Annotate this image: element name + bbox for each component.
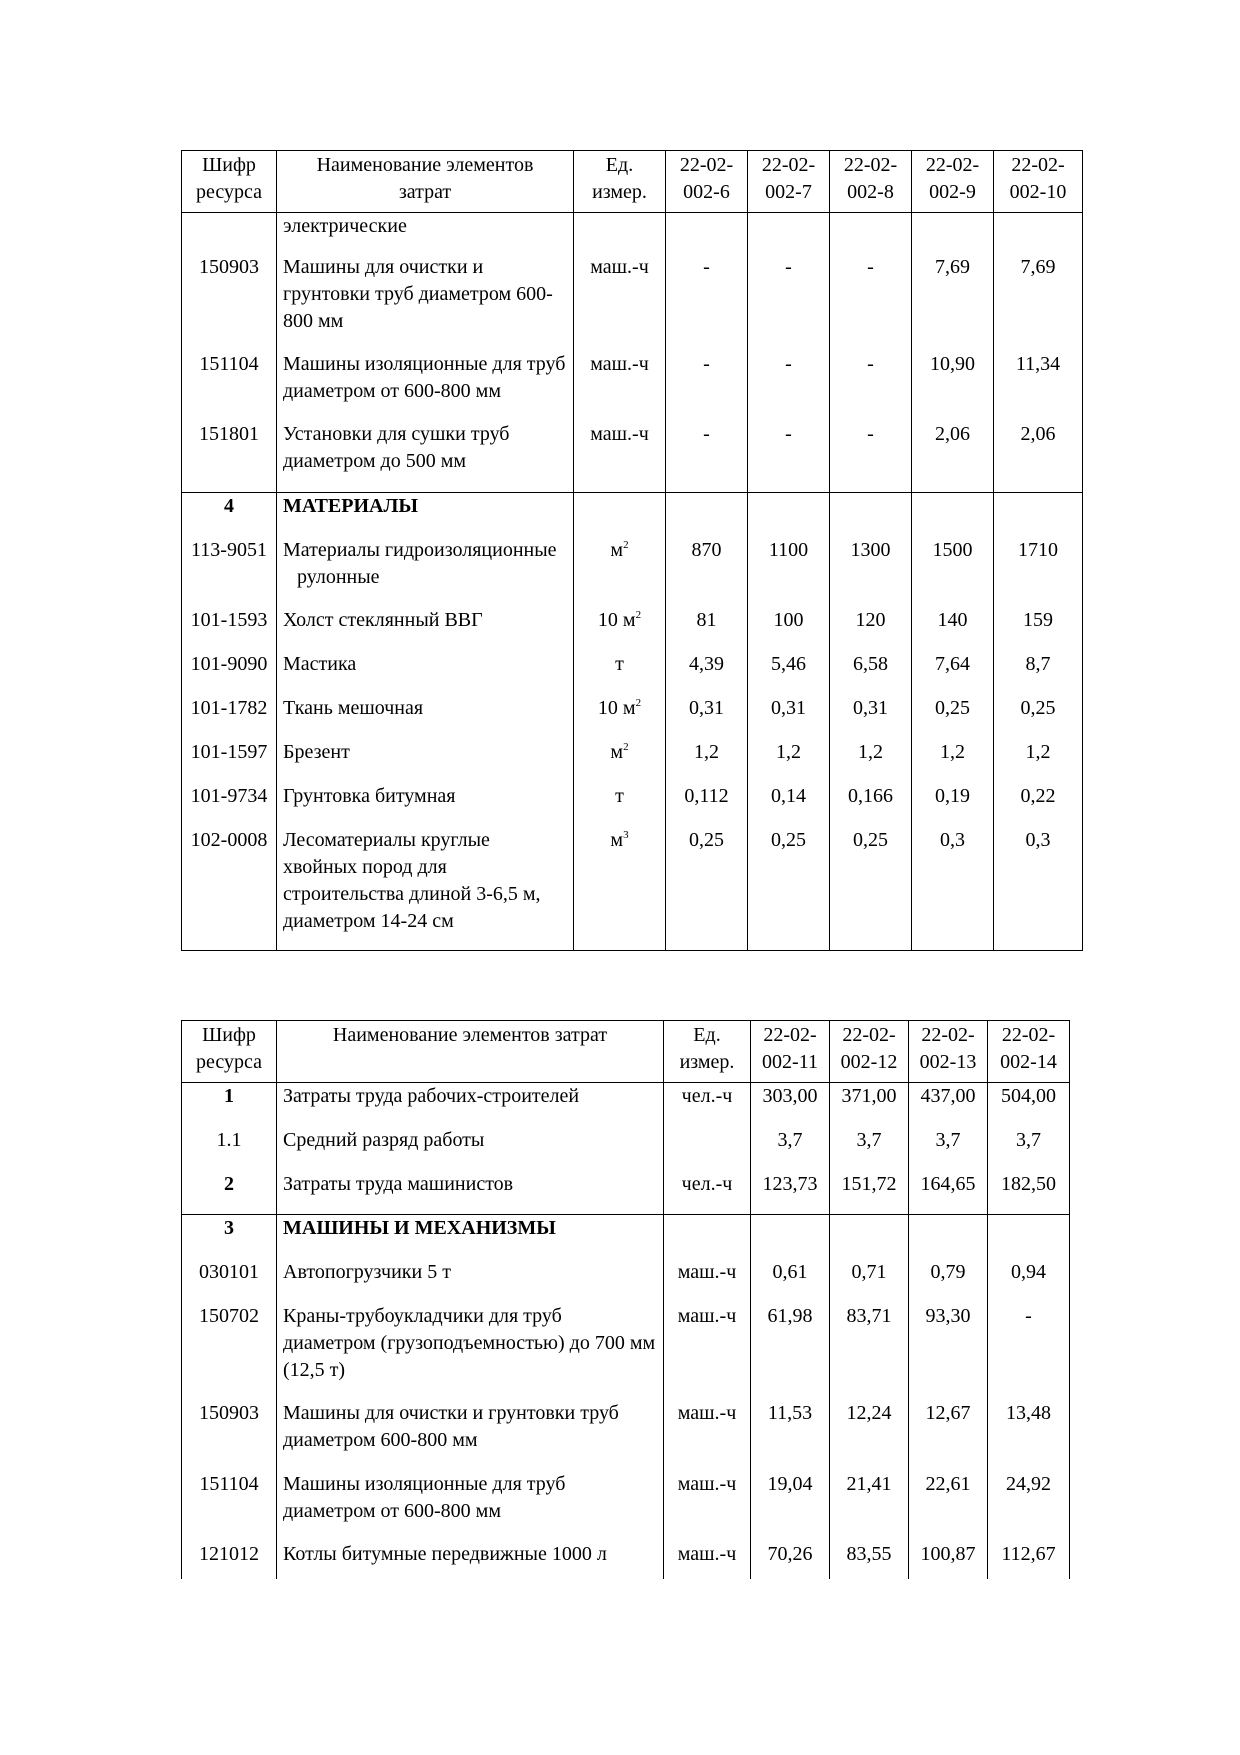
value-cell: 19,04: [751, 1471, 830, 1541]
value-cell: 2,06: [912, 421, 994, 493]
resource-unit: маш.-ч: [664, 1303, 751, 1400]
value-cell: -: [748, 351, 830, 421]
table-row: [182, 607, 1083, 651]
header-col: 22-02-002-12: [830, 1021, 909, 1083]
value-cell: 12,24: [830, 1400, 909, 1471]
value-cell: 5,46: [748, 651, 830, 695]
section-title: МАШИНЫ И МЕХАНИЗМЫ: [277, 1215, 664, 1259]
value-cell: 182,50: [988, 1171, 1070, 1215]
resource-code: 101-1593: [182, 607, 277, 651]
resource-name: Машины изоляционные для труб диаметром от 600-800 мм: [277, 1471, 664, 1541]
value-cell: -: [666, 351, 748, 421]
value-cell: 11,34: [994, 351, 1083, 421]
value-cell: 93,30: [909, 1303, 988, 1400]
value-cell: -: [748, 254, 830, 351]
resource-code: 113-9051: [182, 537, 277, 607]
value-cell: 0,3: [994, 827, 1083, 951]
value-cell: 123,73: [751, 1171, 830, 1215]
value-cell: 83,71: [830, 1303, 909, 1400]
resource-name: Ткань мешочная: [277, 695, 574, 739]
resource-name-line: Материалы гидроизоляционные: [283, 538, 557, 561]
resource-unit: маш.-ч: [574, 421, 666, 493]
resource-name-line: рулонные: [297, 565, 380, 588]
value-cell: 0,112: [666, 783, 748, 827]
value-cell: 0,31: [748, 695, 830, 739]
value-cell: 4,39: [666, 651, 748, 695]
value-cell: 0,61: [751, 1259, 830, 1303]
resource-code: 150903: [182, 254, 277, 351]
resource-unit: 10 $м^2$: [574, 607, 666, 651]
header-unit: Ед. измер.: [574, 151, 666, 213]
table-row: [182, 537, 1083, 607]
table-row: [182, 351, 1083, 421]
resource-name: [277, 537, 574, 607]
resource-unit: $м^3$: [574, 827, 666, 951]
value-cell: 70,26: [751, 1541, 830, 1579]
resource-name: Грунтовка битумная: [277, 783, 574, 827]
resource-name: Котлы битумные передвижные 1000 л: [277, 1541, 664, 1579]
header-code: Шифр ресурса: [182, 1021, 277, 1083]
value-cell: 1,2: [666, 739, 748, 783]
value-cell: 1710: [994, 537, 1083, 607]
value-cell: 303,00: [751, 1083, 830, 1127]
header-row: [182, 1021, 1070, 1083]
value-cell: 12,67: [909, 1400, 988, 1471]
value-cell: 0,25: [666, 827, 748, 951]
value-cell: -: [830, 351, 912, 421]
resource-name: Автопогрузчики 5 т: [277, 1259, 664, 1303]
value-cell: 504,00: [988, 1083, 1070, 1127]
value-cell: 1500: [912, 537, 994, 607]
resource-unit: $м^2$: [574, 537, 666, 607]
value-cell: 1300: [830, 537, 912, 607]
header-col: 22-02-002-10: [994, 151, 1083, 213]
resource-code: 101-1782: [182, 695, 277, 739]
value-cell: 0,94: [988, 1259, 1070, 1303]
value-cell: 100,87: [909, 1541, 988, 1579]
value-cell: 2,06: [994, 421, 1083, 493]
value-cell: -: [666, 421, 748, 493]
resource-name: Мастика: [277, 651, 574, 695]
resource-code: 1: [182, 1083, 277, 1127]
value-cell: 10,90: [912, 351, 994, 421]
value-cell: -: [748, 421, 830, 493]
header-unit: Ед. измер.: [664, 1021, 751, 1083]
resource-code: 121012: [182, 1541, 277, 1579]
table-row: [182, 421, 1083, 493]
value-cell: 870: [666, 537, 748, 607]
section-row: [182, 493, 1083, 537]
resource-unit: маш.-ч: [574, 254, 666, 351]
value-cell: 0,25: [748, 827, 830, 951]
value-cell: 1,2: [830, 739, 912, 783]
resource-unit: маш.-ч: [664, 1471, 751, 1541]
value-cell: 0,3: [912, 827, 994, 951]
value-cell: 159: [994, 607, 1083, 651]
resource-code: 101-9090: [182, 651, 277, 695]
resource-unit: $м^2$: [574, 739, 666, 783]
resource-code: 151104: [182, 1471, 277, 1541]
resource-code: 150702: [182, 1303, 277, 1400]
resource-name: Машины для очистки и грунтовки труб диаметром 600-800 мм: [277, 254, 574, 351]
value-cell: 83,55: [830, 1541, 909, 1579]
value-cell: -: [830, 254, 912, 351]
resource-name: Затраты труда рабочих-строителей: [277, 1083, 664, 1127]
value-cell: 371,00: [830, 1083, 909, 1127]
resource-name: Затраты труда машинистов: [277, 1171, 664, 1215]
value-cell: 0,31: [830, 695, 912, 739]
header-col: 22-02-002-7: [748, 151, 830, 213]
resource-name: Установки для сушки труб диаметром до 500 мм: [277, 421, 574, 493]
header-code: Шифр ресурса: [182, 151, 277, 213]
resource-name: Машины изоляционные для труб диаметром от 600-800 мм: [277, 351, 574, 421]
resource-unit: [664, 1127, 751, 1171]
value-cell: 81: [666, 607, 748, 651]
header-col: 22-02-002-6: [666, 151, 748, 213]
header-name: Наименование элементов затрат: [277, 1021, 664, 1083]
value-cell: 0,79: [909, 1259, 988, 1303]
header-row: [182, 151, 1083, 213]
value-cell: 151,72: [830, 1171, 909, 1215]
value-cell: 1,2: [748, 739, 830, 783]
resource-unit: маш.-ч: [574, 351, 666, 421]
value-cell: 24,92: [988, 1471, 1070, 1541]
value-cell: 0,71: [830, 1259, 909, 1303]
value-cell: -: [666, 254, 748, 351]
resource-code: 2: [182, 1171, 277, 1215]
table-row: [182, 1259, 1070, 1303]
value-cell: 0,25: [994, 695, 1083, 739]
value-cell: 0,31: [666, 695, 748, 739]
value-cell: 3,7: [988, 1127, 1070, 1171]
value-cell: 7,69: [912, 254, 994, 351]
value-cell: 11,53: [751, 1400, 830, 1471]
value-cell: 164,65: [909, 1171, 988, 1215]
resource-code: 030101: [182, 1259, 277, 1303]
value-cell: 120: [830, 607, 912, 651]
header-col: 22-02-002-14: [988, 1021, 1070, 1083]
header-name: Наименование элементов затрат: [277, 151, 574, 213]
value-cell: 140: [912, 607, 994, 651]
header-col: 22-02-002-11: [751, 1021, 830, 1083]
value-cell: 7,69: [994, 254, 1083, 351]
value-cell: 437,00: [909, 1083, 988, 1127]
resource-code: 101-1597: [182, 739, 277, 783]
table-row: [182, 1083, 1070, 1127]
resource-unit: чел.-ч: [664, 1171, 751, 1215]
table-row: [182, 1400, 1070, 1471]
resource-unit: т: [574, 651, 666, 695]
value-cell: 0,25: [912, 695, 994, 739]
resource-table-1: [181, 150, 1083, 951]
table-row: [182, 1127, 1070, 1171]
resource-code: 150903: [182, 1400, 277, 1471]
resource-code: 151104: [182, 351, 277, 421]
resource-unit: маш.-ч: [664, 1259, 751, 1303]
table-row: [182, 213, 1083, 254]
table-row: [182, 254, 1083, 351]
resource-name: Холст стеклянный ВВГ: [277, 607, 574, 651]
value-cell: 0,22: [994, 783, 1083, 827]
section-title: МАТЕРИАЛЫ: [277, 493, 574, 537]
section-row: [182, 1215, 1070, 1259]
value-cell: 6,58: [830, 651, 912, 695]
table-row: [182, 783, 1083, 827]
table-row: [182, 1471, 1070, 1541]
value-cell: -: [830, 421, 912, 493]
value-cell: 7,64: [912, 651, 994, 695]
table-row: [182, 827, 1083, 951]
value-cell: 21,41: [830, 1471, 909, 1541]
value-cell: 100: [748, 607, 830, 651]
table-row: [182, 1171, 1070, 1215]
value-cell: 1100: [748, 537, 830, 607]
value-cell: 61,98: [751, 1303, 830, 1400]
resource-name: Машины для очистки и грунтовки труб диаметром 600-800 мм: [277, 1400, 664, 1471]
resource-code: 101-9734: [182, 783, 277, 827]
table-row: [182, 1303, 1070, 1400]
table-row: [182, 1541, 1070, 1579]
value-cell: 8,7: [994, 651, 1083, 695]
continuation-label: электрические: [277, 213, 574, 254]
value-cell: 13,48: [988, 1400, 1070, 1471]
value-cell: 0,19: [912, 783, 994, 827]
table-row: [182, 739, 1083, 783]
value-cell: -: [988, 1303, 1070, 1400]
value-cell: 0,166: [830, 783, 912, 827]
value-cell: 3,7: [830, 1127, 909, 1171]
resource-name: Брезент: [277, 739, 574, 783]
resource-code: 1.1: [182, 1127, 277, 1171]
value-cell: 0,14: [748, 783, 830, 827]
table-row: [182, 695, 1083, 739]
resource-table-2: [181, 1020, 1070, 1579]
resource-name: Лесоматериалы круглые хвойных пород для строительства длиной 3-6,5 м, диаметром 14-24 см: [277, 827, 574, 951]
section-code: 3: [182, 1215, 277, 1259]
value-cell: 0,25: [830, 827, 912, 951]
resource-unit: т: [574, 783, 666, 827]
value-cell: 22,61: [909, 1471, 988, 1541]
resource-unit: маш.-ч: [664, 1400, 751, 1471]
resource-code: 151801: [182, 421, 277, 493]
resource-unit: маш.-ч: [664, 1541, 751, 1579]
value-cell: 3,7: [751, 1127, 830, 1171]
table-row: [182, 651, 1083, 695]
header-col: 22-02-002-9: [912, 151, 994, 213]
value-cell: 1,2: [912, 739, 994, 783]
resource-unit: 10 $м^2$: [574, 695, 666, 739]
resource-unit: чел.-ч: [664, 1083, 751, 1127]
header-col: 22-02-002-8: [830, 151, 912, 213]
header-col: 22-02-002-13: [909, 1021, 988, 1083]
resource-code: 102-0008: [182, 827, 277, 951]
resource-name: Средний разряд работы: [277, 1127, 664, 1171]
value-cell: 1,2: [994, 739, 1083, 783]
resource-name: Краны-трубоукладчики для труб диаметром (грузоподъемностью) до 700 мм (12,5 т): [277, 1303, 664, 1400]
section-code: 4: [182, 493, 277, 537]
value-cell: 112,67: [988, 1541, 1070, 1579]
value-cell: 3,7: [909, 1127, 988, 1171]
